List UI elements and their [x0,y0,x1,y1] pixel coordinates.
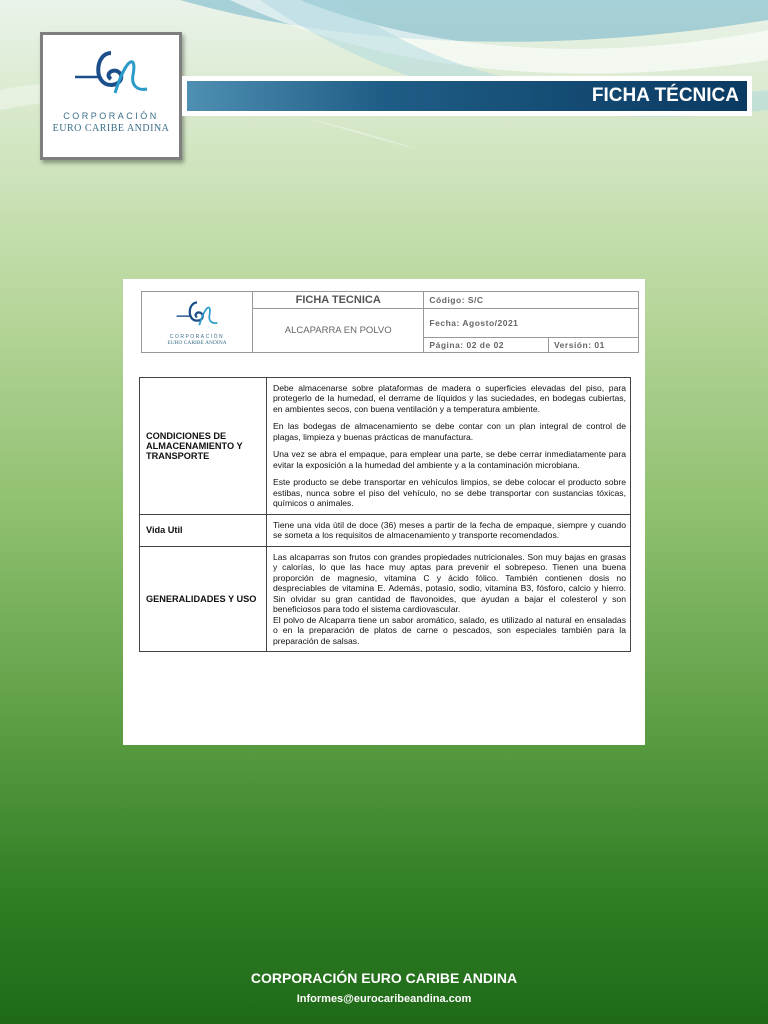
header-product: ALCAPARRA EN POLVO [253,309,424,353]
header-logo-cell [142,292,253,353]
storage-label: CONDICIONES DE ALMACENAMIENTO Y TRANSPORTE [140,378,267,515]
document-page [123,279,645,745]
shelf-life-content: Tiene una vida útil de doce (36) meses a partir de la fecha de empaque, siempre y cuando se someta a los requisitos de almacenamiento y transporte recomendados. [267,514,631,546]
spec-table [139,377,631,652]
table-row [140,378,631,515]
general-paragraph-1: Las alcaparras son frutos con grandes propiedades nutricionales. Son muy bajas en grasas y calorías, lo que las hace muy aptas para prevenir el sobrepeso. Tienen una buena proporción de magnesio, vitamina C y ácido fólico. También contienen dosis no despreciables de vitamina E. Además, potasio, sodio, vitamina B3, fósforo, calcio y hierro. Sin olvidar su gran cantidad de flavonoides, que ayudan a bajar el colesterol y son beneficiosos para todo el sistema cardiovascular. [273,551,626,615]
storage-paragraph-3: Una vez se abra el empaque, para emplear una parte, se debe cerrar inmediatamente para evitar la exposición a la humedad del ambiente y a la contaminación microbiana. [273,449,626,470]
storage-paragraph-1: Debe almacenarse sobre plataformas de madera o superficies elevadas del piso, para protegerlo de la humedad, el derrame de líquidos y las suciedades, en bodegas cubiertas, en ambientes secos, con buena ventilación y a temperatura ambiente. [273,383,626,414]
footer-company: CORPORACIÓN EURO CARIBE ANDINA [250,970,518,986]
header-logo-icon [173,298,221,332]
header-page: Página: 02 de 02 [424,338,549,353]
table-row [140,514,631,546]
header-title: FICHA TECNICA [253,292,424,309]
document-header-table [141,291,639,353]
storage-paragraph-2: En las bodegas de almacenamiento se debe contar con un plan integral de control de plagas, limpieza y buenas prácticas de manufactura. [273,421,626,442]
header-date: Fecha: Agosto/2021 [424,309,639,338]
shelf-life-label: Vida Util [140,514,267,546]
logo-text-line2: EURO CARIBE ANDINA [52,123,170,134]
logo-text-line1: CORPORACIÓN [63,111,159,121]
storage-paragraph-4: Este producto se debe transportar en vehículos limpios, se debe colocar el producto sobre estibas, nunca sobre el piso del vehículo, no se debe transportar con sustancias tóxicas, químicos o animales. [273,477,626,509]
header-version: Versión: 01 [548,338,638,353]
general-label: GENERALIDADES Y USO [140,546,267,651]
header-logo-line2: EURO CARIBE ANDINA [167,340,227,346]
general-content [267,546,631,651]
storage-content [267,378,631,515]
banner-title: FICHA TÉCNICA [187,81,747,111]
logo-mark-icon [71,45,151,105]
company-logo [40,32,182,160]
title-banner [182,76,752,116]
header-logo-line1: CORPORACIÓN [169,334,225,340]
footer-email[interactable]: Informes@eurocaribeandina.com [296,993,472,1005]
header-code: Código: S/C [424,292,639,309]
general-paragraph-2: El polvo de Alcaparra tiene un sabor aromático, salado, es utilizado al natural en ensaladas o en la preparación de platos de carne o pescados, son especiales también para la preparación de salsas. [273,614,626,646]
table-row [140,546,631,651]
